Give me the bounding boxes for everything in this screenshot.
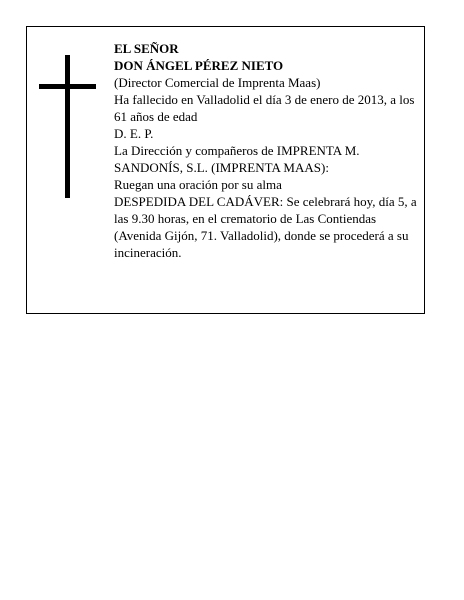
- prayer-request: Ruegan una oración por su alma: [114, 177, 282, 192]
- farewell-details: DESPEDIDA DEL CADÁVER: Se celebrará hoy, día 5, a las 9.30 horas, en el crematorio de Las Contiendas (Avenida Gijón, 71. Valladolid), donde se procederá a su incineración.: [114, 194, 417, 260]
- dep-line: D. E. P.: [114, 126, 154, 141]
- notice-text-block: [114, 40, 420, 261]
- deceased-name: DON ÁNGEL PÉREZ NIETO: [114, 58, 284, 73]
- cross-vertical-bar: [65, 55, 70, 198]
- deceased-role: (Director Comercial de Imprenta Maas): [114, 75, 321, 90]
- cross-horizontal-bar: [39, 84, 96, 89]
- honorific: EL SEÑOR: [114, 41, 179, 56]
- death-statement: Ha fallecido en Valladolid el día 3 de enero de 2013, a los 61 años de edad: [114, 92, 415, 124]
- obituary-notice: [26, 26, 425, 314]
- mourners-line: La Dirección y compañeros de IMPRENTA M. SANDONÍS, S.L. (IMPRENTA MAAS):: [114, 143, 360, 175]
- cross-icon: [39, 55, 96, 198]
